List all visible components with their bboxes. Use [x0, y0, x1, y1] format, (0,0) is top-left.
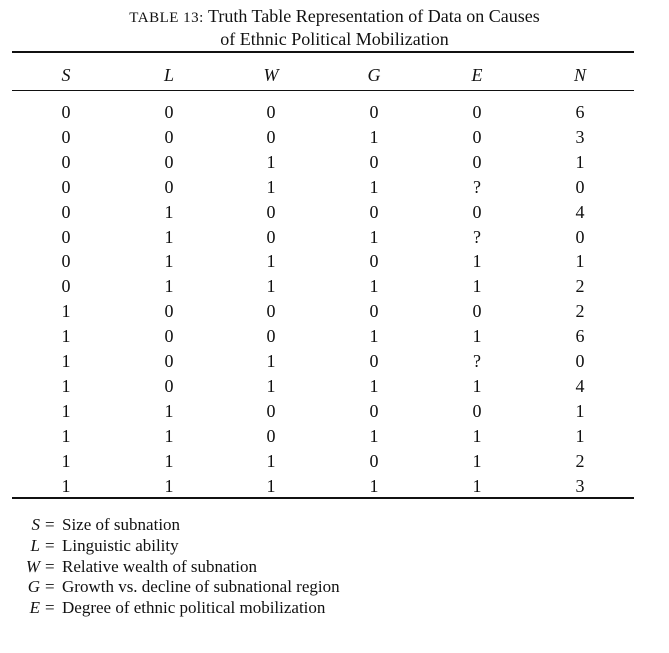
table-cell-e: 0	[472, 151, 482, 172]
table-cell-w: 1	[266, 450, 276, 471]
table-row	[0, 424, 669, 448]
table-cell-n: 4	[575, 201, 585, 222]
legend-symbol: E	[29, 598, 40, 618]
table-cell-s: 0	[61, 102, 71, 122]
table-row	[0, 175, 669, 199]
column-header-row	[0, 63, 669, 87]
table-cell-s: 0	[61, 201, 71, 222]
table-cell-n: 1	[575, 151, 585, 172]
table-cell-s: 1	[61, 351, 71, 371]
table-cell-n: 2	[575, 276, 585, 297]
table-cell-w: 1	[266, 351, 276, 371]
table-cell-g: 0	[369, 450, 379, 471]
table-cell-l: 0	[164, 351, 174, 371]
table-cell-g: 1	[369, 326, 379, 347]
table-title-line-2: of Ethnic Political Mobilization	[220, 29, 449, 49]
legend-description: Growth vs. decline of subnational region	[62, 577, 340, 597]
table-cell-g: 0	[369, 301, 379, 322]
table-cell-n: 1	[575, 425, 585, 446]
table-cell-e: 0	[472, 126, 482, 147]
table-row	[0, 399, 669, 423]
table-cell-l: 1	[164, 450, 174, 471]
legend-equals: =	[45, 598, 55, 618]
table-cell-l: 0	[164, 102, 174, 122]
table-row	[0, 274, 669, 298]
top-rule	[12, 51, 634, 53]
table-cell-g: 1	[369, 425, 379, 446]
table-cell-n: 0	[575, 176, 585, 197]
column-header-l: L	[163, 65, 174, 85]
table-cell-e: 1	[472, 425, 482, 446]
table-cell-s: 0	[61, 176, 71, 197]
table-cell-l: 1	[164, 475, 174, 496]
table-row	[0, 299, 669, 323]
table-cell-w: 0	[266, 425, 276, 446]
table-cell-l: 0	[164, 176, 174, 197]
legend-description: Relative wealth of subnation	[62, 556, 257, 576]
table-cell-l: 1	[164, 400, 174, 421]
table-cell-g: 1	[369, 475, 379, 496]
table-caption	[0, 6, 669, 50]
bottom-rule	[12, 497, 634, 499]
table-cell-w: 0	[266, 126, 276, 147]
table-cell-w: 0	[266, 326, 276, 347]
legend-symbol: G	[27, 577, 40, 597]
legend-symbol: L	[30, 535, 40, 555]
table-cell-w: 1	[266, 475, 276, 496]
header-rule	[12, 90, 634, 91]
legend-description: Size of subnation	[62, 515, 181, 534]
table-cell-l: 0	[164, 151, 174, 172]
table-cell-g: 0	[369, 201, 379, 222]
table-cell-e: 0	[472, 201, 482, 222]
table-cell-e: 1	[472, 326, 482, 347]
table-cell-n: 0	[575, 351, 585, 371]
table-cell-w: 1	[266, 276, 276, 297]
column-header-g: G	[367, 65, 381, 85]
table-cell-s: 1	[61, 475, 71, 496]
table-cell-l: 1	[164, 276, 174, 297]
legend-description: Degree of ethnic political mobilization	[62, 598, 326, 618]
table-cell-e: ?	[473, 176, 481, 197]
table-cell-w: 0	[266, 301, 276, 322]
table-cell-w: 1	[266, 251, 276, 272]
table-cell-s: 1	[61, 400, 71, 421]
table-cell-n: 0	[575, 226, 585, 247]
legend-equals: =	[45, 556, 55, 576]
table-cell-e: 1	[472, 375, 482, 396]
table-cell-e: 0	[472, 102, 482, 122]
table-cell-s: 1	[61, 425, 71, 446]
table-cell-e: 0	[472, 301, 482, 322]
table-cell-w: 0	[266, 102, 276, 122]
table-cell-e: 0	[472, 400, 482, 421]
table-row	[0, 125, 669, 149]
table-cell-s: 1	[61, 450, 71, 471]
table-row	[0, 374, 669, 398]
table-cell-s: 0	[61, 151, 71, 172]
table-cell-w: 0	[266, 226, 276, 247]
table-label: TABLE 13:	[129, 10, 204, 26]
legend-symbol: S	[31, 515, 40, 534]
table-cell-s: 1	[61, 301, 71, 322]
table-cell-n: 1	[575, 251, 585, 272]
table-cell-g: 0	[369, 351, 379, 371]
table-cell-s: 0	[61, 226, 71, 247]
table-cell-s: 0	[61, 276, 71, 297]
table-row	[0, 100, 669, 124]
table-title-line-1	[0, 6, 669, 29]
table-cell-w: 0	[266, 201, 276, 222]
table-row	[0, 449, 669, 473]
table-cell-s: 0	[61, 126, 71, 147]
table-cell-g: 1	[369, 126, 379, 147]
column-header-s: S	[61, 65, 71, 85]
table-cell-s: 0	[61, 251, 71, 272]
table-row	[0, 474, 669, 498]
table-cell-e: 1	[472, 276, 482, 297]
table-cell-s: 1	[61, 375, 71, 396]
column-header-w: W	[263, 65, 279, 85]
table-cell-n: 3	[575, 126, 585, 147]
table-cell-g: 1	[369, 226, 379, 247]
table-cell-w: 1	[266, 176, 276, 197]
table-cell-e: ?	[473, 351, 481, 371]
table-cell-l: 1	[164, 226, 174, 247]
table-cell-n: 3	[575, 475, 585, 496]
table-cell-n: 6	[575, 102, 585, 122]
column-header-n: N	[573, 65, 586, 85]
table-cell-l: 0	[164, 375, 174, 396]
table-cell-g: 0	[369, 251, 379, 272]
legend-equals: =	[45, 535, 55, 555]
table-cell-e: 1	[472, 251, 482, 272]
table-cell-w: 1	[266, 375, 276, 396]
column-header-e: E	[471, 65, 483, 85]
table-cell-n: 6	[575, 326, 585, 347]
table-row	[0, 200, 669, 224]
table-cell-g: 1	[369, 276, 379, 297]
table-cell-s: 1	[61, 326, 71, 347]
table-cell-n: 2	[575, 301, 585, 322]
table-cell-g: 0	[369, 151, 379, 172]
table-cell-g: 0	[369, 400, 379, 421]
legend-equals: =	[45, 515, 55, 534]
legend-equals: =	[45, 577, 55, 597]
legend-description: Linguistic ability	[62, 535, 179, 555]
table-cell-l: 1	[164, 201, 174, 222]
table-row	[0, 225, 669, 249]
table-title-text: Truth Table Representation of Data on Causes	[208, 6, 540, 26]
table-cell-n: 4	[575, 375, 585, 396]
table-cell-l: 1	[164, 425, 174, 446]
table-cell-w: 0	[266, 400, 276, 421]
table-cell-l: 0	[164, 301, 174, 322]
table-cell-n: 1	[575, 400, 585, 421]
table-cell-l: 0	[164, 326, 174, 347]
table-row	[0, 150, 669, 174]
table-cell-e: 1	[472, 475, 482, 496]
table-row	[0, 349, 669, 373]
table-cell-n: 2	[575, 450, 585, 471]
legend-symbol: W	[25, 556, 40, 576]
table-cell-l: 1	[164, 251, 174, 272]
table-cell-l: 0	[164, 126, 174, 147]
table-row	[0, 324, 669, 348]
table-cell-g: 0	[369, 102, 379, 122]
table-cell-e: 1	[472, 450, 482, 471]
table-row	[0, 249, 669, 273]
table-cell-g: 1	[369, 375, 379, 396]
table-cell-e: ?	[473, 226, 481, 247]
table-cell-g: 1	[369, 176, 379, 197]
table-cell-w: 1	[266, 151, 276, 172]
